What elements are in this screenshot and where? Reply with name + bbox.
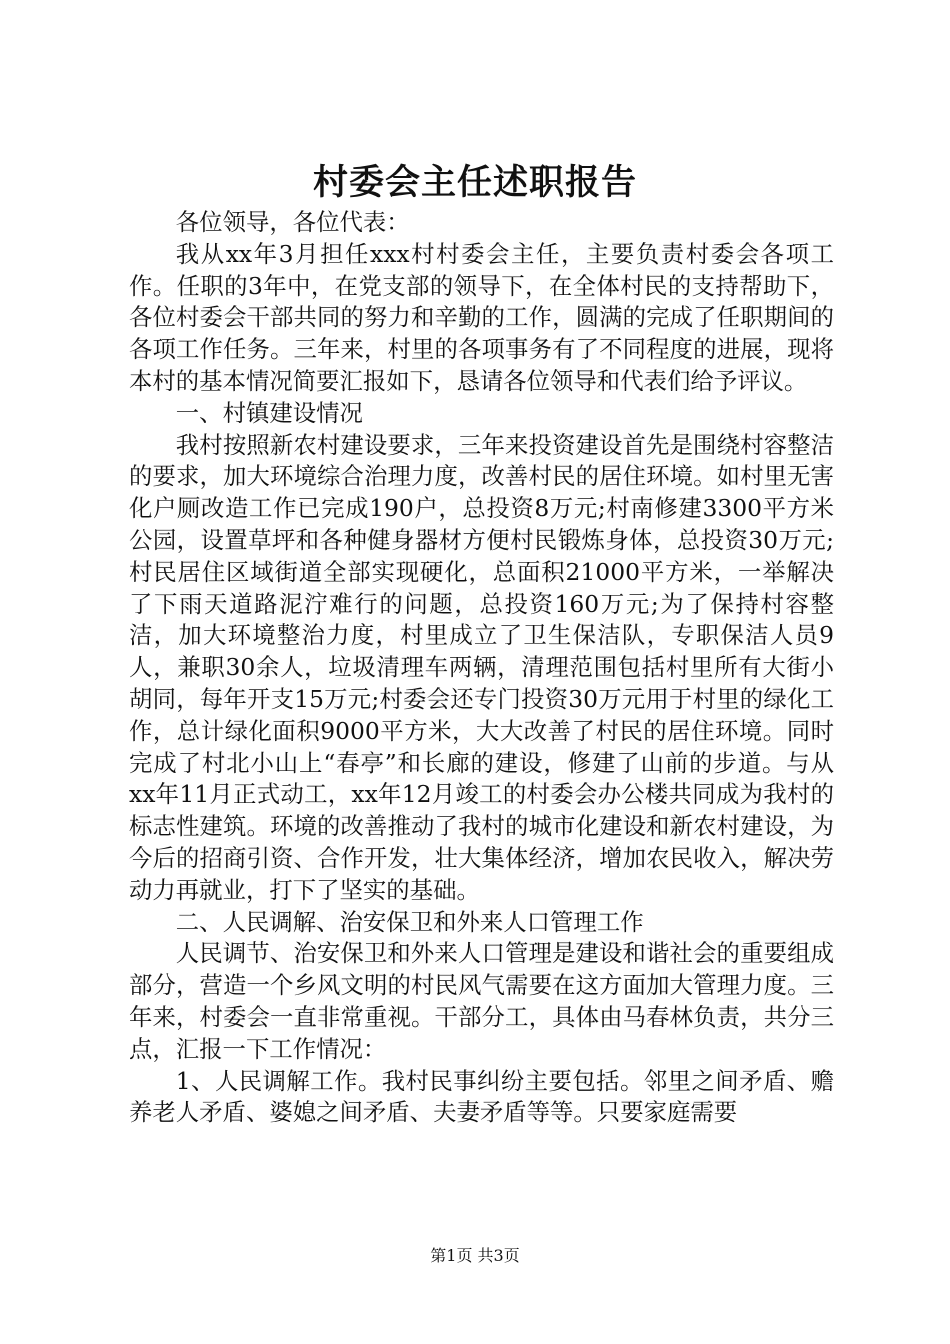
paragraph-mediation-item-1: 1、人民调解工作。我村民事纠纷主要包括。邻里之间矛盾、赡养老人矛盾、婆媳之间矛盾、夫妻矛盾等等。只要家庭需要 <box>129 1066 834 1127</box>
page-number-footer: 第1页 共3页 <box>430 1246 520 1265</box>
section-heading-1: 一、村镇建设情况 <box>175 398 363 427</box>
document-title: 村委会主任述职报告 <box>312 162 637 203</box>
salutation: 各位领导，各位代表： <box>175 208 410 236</box>
paragraph-mediation-intro: 人民调节、治安保卫和外来人口管理是建设和谐社会的重要组成部分，营造一个乡风文明的村民风气需要在这方面加大管理力度。三年来，村委会一直非常重视。干部分工，具体由马春林负责，共分三点，汇报一下工作情况： <box>129 939 834 1063</box>
section-heading-2: 二、人民调解、治安保卫和外来人口管理工作 <box>175 907 644 936</box>
paragraph-intro: 我从xx年3月担任xxx村村委会主任，主要负责村委会各项工作。任职的3年中，在党支部的领导下，在全体村民的支持帮助下，各位村委会干部共同的努力和辛勤的工作，圆满的完成了任职期间的各项工作任务。三年来，村里的各项事务有了不同程度的进展，现将本村的基本情况简要汇报如下，恳请各位领导和代表们给予评议。 <box>129 239 834 395</box>
paragraph-construction: 我村按照新农村建设要求，三年来投资建设首先是围绕村容整洁的要求，加大环境综合治理力度，改善村民的居住环境。如村里无害化户厕改造工作已完成190户，总投资8万元;村南修建3300平方米公园，设置草坪和各种健身器材方便村民锻炼身体，总投资30万元;村民居住区域街道全部实现硬化，总面积21000平方米，一举解决了下雨天道路泥泞难行的问题，总投资160万元;为了保持村容整洁，加大环境整治力度，村里成立了卫生保洁队，专职保洁人员9人，兼职30余人，垃圾清理车两辆，清理范围包括村里所有大街小胡同，每年开支15万元;村委会还专门投资30万元用于村里的绿化工作，总计绿化面积9000平方米，大大改善了村民的居住环境。同时完成了村北小山上“春亭”和长廊的建设，修建了山前的步道。与从xx年11月正式动工，xx年12月竣工的村委会办公楼共同成为我村的标志性建筑。环境的改善推动了我村的城市化建设和新农村建设，为今后的招商引资、合作开发，壮大集体经济，增加农民收入，解决劳动力再就业，打下了坚实的基础。 <box>129 430 834 904</box>
document-body <box>129 207 834 1129</box>
